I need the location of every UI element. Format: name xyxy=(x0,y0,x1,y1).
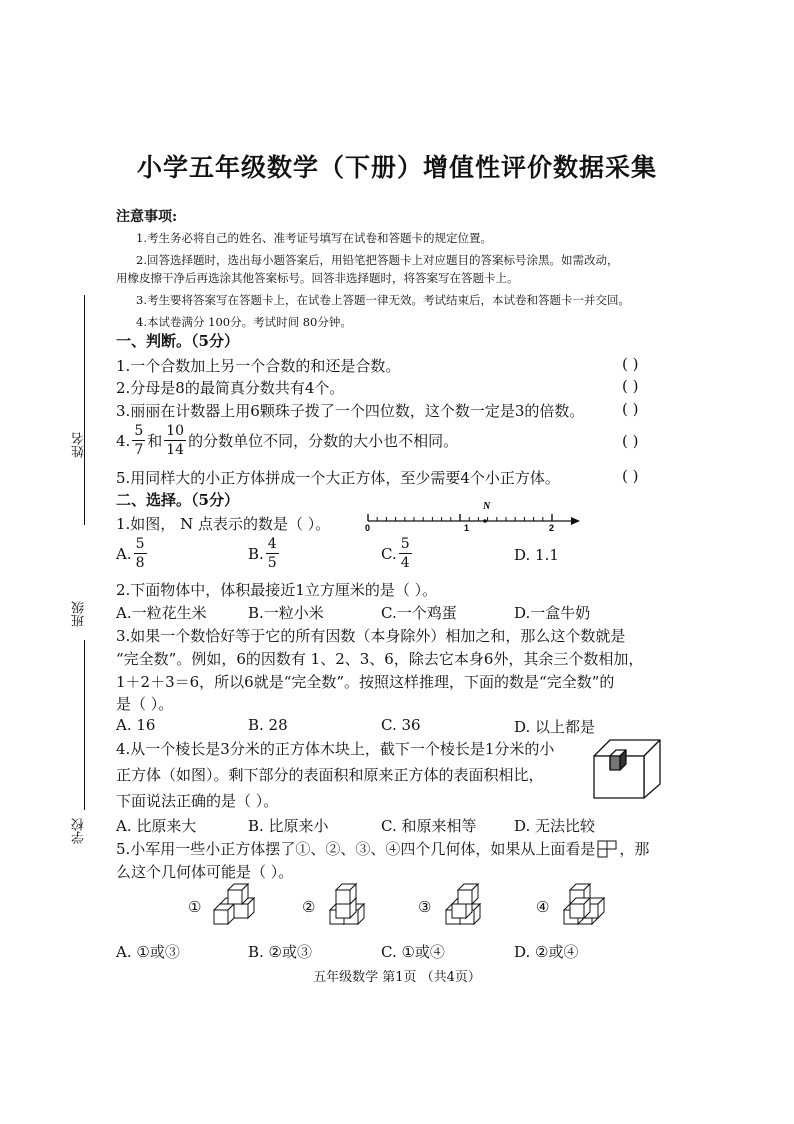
side-label-school: 学校 xyxy=(72,818,87,844)
fraction-denominator: 4 xyxy=(400,555,410,571)
page-footer: 五年级数学 第1页 （共4页） xyxy=(313,970,481,985)
q4-prefix: 4. xyxy=(116,431,131,450)
option-d: D. 以上都是 xyxy=(514,718,596,736)
fraction xyxy=(134,535,147,572)
option-a: A.一粒花生米 xyxy=(116,604,207,622)
fraction xyxy=(132,422,145,459)
side-label-name: 姓名 xyxy=(72,432,87,458)
answer-paren: ( ) xyxy=(622,377,639,395)
cube-figure-4 xyxy=(554,882,618,932)
figure-label-4: ④ xyxy=(536,898,550,916)
option-b xyxy=(248,535,281,572)
page-title: 小学五年级数学（下册）增值性评价数据采集 xyxy=(136,153,657,182)
figure-label-1: ① xyxy=(188,898,202,916)
tick-label-0: 0 xyxy=(365,523,371,533)
binding-line xyxy=(84,295,85,525)
cube-face xyxy=(234,904,248,918)
option-b: B.一粒小米 xyxy=(248,604,324,622)
cube-figure-1 xyxy=(206,882,270,932)
cube-face xyxy=(336,904,350,918)
option-a: A. 比原来大 xyxy=(116,817,197,835)
cube-face xyxy=(570,904,584,918)
cube-figure-2 xyxy=(320,882,384,932)
q5-text: 5.小军用一些小正方体摆了①、②、③、④四个几何体，如果从上面看是 xyxy=(116,840,596,858)
option-label: A. xyxy=(116,544,132,563)
choice-question-1: 1.如图， N 点表示的数是（ ）。 xyxy=(116,515,331,533)
choice-question-3-line: “完全数”。例如，6的因数有 1、2、3、6，除去它本身6外，其余三个数相加， xyxy=(116,650,644,668)
fraction-numerator: 10 xyxy=(166,423,185,439)
figure-label-3: ③ xyxy=(418,898,432,916)
answer-paren: ( ) xyxy=(622,400,639,418)
tick-label-1: 1 xyxy=(464,523,470,533)
answer-paren: ( ) xyxy=(622,467,639,485)
fraction-denominator: 7 xyxy=(134,442,144,458)
notice-item: 3.考生要将答案写在答题卡上，在试卷上答题一律无效。考试结束后，本试卷和答题卡一并交回。 xyxy=(136,293,630,307)
cube-cut-figure xyxy=(590,736,662,800)
fraction-numerator: 4 xyxy=(267,536,277,552)
number-line xyxy=(366,498,582,534)
cube-face xyxy=(228,890,242,904)
option-label: B. xyxy=(248,544,264,563)
number-line-ticks xyxy=(368,514,552,521)
fraction-numerator: 5 xyxy=(400,536,410,552)
judge-question-3: 3.丽丽在计数器上用6颗珠子拨了一个四位数，这个数一定是3的倍数。 xyxy=(116,402,585,420)
option-b: B. ②或③ xyxy=(248,943,313,961)
notice-item: 1.考生务必将自己的姓名、准考证号填写在试卷和答题卡的规定位置。 xyxy=(136,231,492,245)
cube-face xyxy=(214,910,228,924)
point-n-label: N xyxy=(483,501,491,512)
fraction-denominator: 14 xyxy=(166,442,185,458)
notice-item: 用橡皮擦干净后再选涂其他答案标号。回答非选择题时，将答案写在答题卡上。 xyxy=(116,271,519,285)
option-b: B. 比原来小 xyxy=(248,817,329,835)
judge-question-5: 5.用同样大的小正方体拼成一个大正方体，至少需要4个小正方体。 xyxy=(116,469,560,487)
option-a: A. 16 xyxy=(116,716,156,734)
judge-question-1: 1.一个合数加上另一个合数的和还是合数。 xyxy=(116,357,401,375)
choice-question-3-line: 1＋2＋3＝6，所以6就是“完全数”。按照这样推理，下面的数是“完全数”的 xyxy=(116,673,615,691)
choice-question-5-line: 么这个几何体可能是（ ）。 xyxy=(116,863,294,881)
answer-paren: ( ) xyxy=(622,355,639,373)
tick-label-2: 2 xyxy=(549,523,555,533)
cube-face xyxy=(452,904,466,918)
option-b: B. 28 xyxy=(248,716,288,734)
fraction xyxy=(164,422,186,459)
fraction-denominator: 5 xyxy=(267,555,277,571)
choice-question-2: 2.下面物体中，体积最接近1立方厘米的是（ ）。 xyxy=(116,581,438,599)
option-c: C.一个鸡蛋 xyxy=(381,604,457,622)
notice-item: 4.本试卷满分 100分。考试时间 80分钟。 xyxy=(136,315,352,329)
binding-line xyxy=(84,640,85,810)
choice-question-4-line: 4.从一个棱长是3分米的正方体木块上，截下一个棱长是1分米的小 xyxy=(116,740,555,758)
option-a xyxy=(116,535,149,572)
option-c xyxy=(381,535,414,572)
cube-face xyxy=(336,890,350,904)
choice-question-3-line: 3.如果一个数恰好等于它的所有因数（本身除外）相加之和，那么这个数就是 xyxy=(116,627,626,645)
figure-label-2: ② xyxy=(302,898,316,916)
number-line-arrow xyxy=(571,517,580,525)
option-c: C. 36 xyxy=(381,716,421,734)
fraction-denominator: 8 xyxy=(135,555,145,571)
q4-suffix: 的分数单位不同，分数的大小也不相同。 xyxy=(188,432,459,450)
option-d: D. 1.1 xyxy=(514,546,559,564)
choice-question-4-line: 正方体（如图）。剩下部分的表面积和原来正方体的表面积相比， xyxy=(116,766,544,784)
point-n-marker xyxy=(483,519,487,523)
option-c: C. ①或④ xyxy=(381,943,445,961)
cube-face xyxy=(458,890,472,904)
option-d: D. ②或④ xyxy=(514,943,579,961)
answer-paren: ( ) xyxy=(622,432,639,450)
section-heading: 二、选择。（5分） xyxy=(116,491,239,509)
option-d: D.一盒牛奶 xyxy=(514,604,591,622)
q4-and: 和 xyxy=(147,432,163,450)
fraction xyxy=(399,535,412,572)
side-label-class: 班级 xyxy=(72,601,87,627)
cube-figure-3 xyxy=(436,882,500,932)
top-view-icon xyxy=(597,840,617,858)
notice-heading: 注意事项: xyxy=(116,209,178,225)
fraction-numerator: 5 xyxy=(135,536,145,552)
option-label: C. xyxy=(381,544,397,563)
choice-question-4-line: 下面说法正确的是（ ）。 xyxy=(116,792,279,810)
option-a: A. ①或③ xyxy=(116,943,180,961)
judge-question-4 xyxy=(116,422,458,459)
choice-question-5-line xyxy=(116,838,649,859)
option-d: D. 无法比较 xyxy=(514,817,596,835)
q5-text: ，那 xyxy=(619,840,650,858)
section-heading: 一、判断。（5分） xyxy=(116,332,239,350)
fraction-numerator: 5 xyxy=(134,423,144,439)
choice-question-3-line: 是（ ）。 xyxy=(116,695,174,713)
fraction xyxy=(266,535,279,572)
option-c: C. 和原来相等 xyxy=(381,817,477,835)
judge-question-2: 2.分母是8的最简真分数共有4个。 xyxy=(116,379,345,397)
notice-item: 2.回答选择题时，选出每小题答案后，用铅笔把答题卡上对应题目的答案标号涂黑。如需改动， xyxy=(136,253,619,267)
